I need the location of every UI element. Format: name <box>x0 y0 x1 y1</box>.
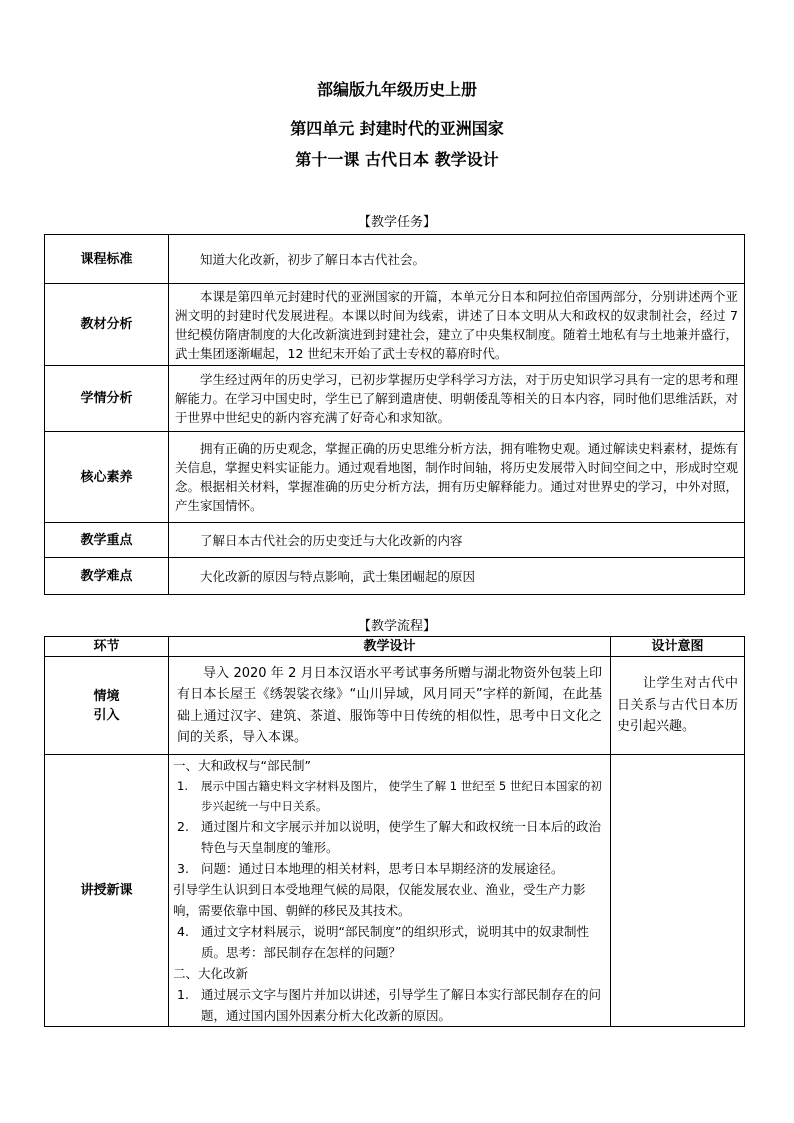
row-label: 教学重点 <box>45 523 169 558</box>
list-item-text: 通过展示文字与图片并加以讲述，引导学生了解日本实行部民制存在的问题，通过国内国外因素分析大化改新的原因。 <box>201 987 602 1023</box>
table-row <box>45 558 745 595</box>
core-literacy-text: 拥有正确的历史观念，掌握正确的历史思维分析方法，拥有唯物史观。通过解读史料素材，提炼有关信息，掌握史料实证能力。通过观看地图，制作时间轴，将历史发展带入时间空间之中，形成时空观念。根据相关材料，掌握准确的历史分析方法，拥有历史解释能力。通过对世界史的学习，中外对照，产生家国情怀。 <box>169 432 745 523</box>
document-title: 部编版九年级历史上册 <box>316 80 477 99</box>
list-item-text: 展示中国古籍史料文字材料及图片， 使学生了解 1 世纪至 5 世纪日本国家的初步兴起统一与中日关系。 <box>201 779 602 813</box>
list-item <box>173 921 606 963</box>
table-row <box>45 235 745 284</box>
list-item-number: 1. <box>177 779 188 793</box>
difficult-points-text: 大化改新的原因与特点影响，武士集团崛起的原因 <box>169 558 745 595</box>
student-analysis-text: 学生经过两年的历史学习，已初步掌握历史学科学习方法，对于历史知识学习具有一定的思考和理解能力。在学习中国史时，学生已了解到遣唐使、明朝倭乱等相关的日本内容，同时他们思维活跃，对于世界中世纪史的新内容充满了好奇心和求知欲。 <box>169 366 745 432</box>
column-header-intent: 设计意图 <box>611 637 745 657</box>
row-label: 教学难点 <box>45 558 169 595</box>
table-row <box>45 432 745 523</box>
table-row <box>45 755 745 1027</box>
lesson-intent-cell <box>611 755 745 1027</box>
table-row <box>45 366 745 432</box>
lesson-title: 第十一课 古代日本 教学设计 <box>295 150 499 169</box>
table-row <box>45 284 745 366</box>
row-label <box>45 657 169 755</box>
column-header-design: 教学设计 <box>169 637 611 657</box>
list-item-number: 3. <box>177 861 189 876</box>
teaching-flow-heading: 【教学流程】 <box>357 619 436 634</box>
list-item <box>173 984 606 1026</box>
teaching-task-table <box>44 234 745 595</box>
table-row <box>45 523 745 558</box>
list-item-number: 2. <box>177 819 189 834</box>
list-item <box>173 776 606 816</box>
list-item-text: 通过文字材料展示，说明“部民制度”的组织形式，说明其中的奴隶制性质。思考：部民制存在怎样的问题？ <box>201 924 589 960</box>
row-label: 讲授新课 <box>45 755 169 1027</box>
list-item-number: 4. <box>177 924 189 939</box>
list-item <box>173 858 606 879</box>
unit-title: 第四单元 封建时代的亚洲国家 <box>290 119 504 138</box>
row-label: 教材分析 <box>45 284 169 366</box>
row-label: 核心素养 <box>45 432 169 523</box>
list-item-number: 1. <box>177 987 189 1002</box>
curriculum-standard-text: 知道大化改新，初步了解日本古代社会。 <box>169 235 745 284</box>
list-item-text: 通过图片和文字展示并加以说明，使学生了解大和政权统一日本后的政治特色与天皇制度的雏形。 <box>201 819 602 855</box>
list-item <box>173 816 606 858</box>
table-row <box>45 657 745 755</box>
section-heading: 二、大化改新 <box>173 966 249 981</box>
row-label: 学情分析 <box>45 366 169 432</box>
section-heading: 一、大和政权与“部民制” <box>173 758 311 773</box>
teaching-task-heading: 【教学任务】 <box>357 215 436 230</box>
paragraph: 引导学生认识到日本受地理气候的局限，仅能发展农业、渔业，受生产力影响，需要依靠中国、朝鲜的移民及其技术。 <box>173 882 586 918</box>
row-label: 课程标准 <box>45 235 169 284</box>
textbook-analysis-text: 本课是第四单元封建时代的亚洲国家的开篇，本单元分日本和阿拉伯帝国两部分，分别讲述两个亚洲文明的封建时代发展进程。本课以时间为线索，讲述了日本文明从大和政权的奴隶制社会，经过 7 世纪模仿隋唐制度的大化改新演进到封建社会，建立了中央集权制度。随着土地私有与土地兼并盛行，武士集团逐渐崛起，12 世纪末开始了武士专权的幕府时代。 <box>169 284 745 366</box>
table-header-row <box>45 637 745 657</box>
column-header-stage: 环节 <box>45 637 169 657</box>
list-item-text: 问题：通过日本地理的相关材料，思考日本早期经济的发展途径。 <box>201 861 564 876</box>
teaching-flow-table <box>44 636 745 1027</box>
lesson-design-cell <box>169 755 611 1027</box>
intro-intent-text: 让学生对古代中日关系与古代日本历史引起兴趣。 <box>611 657 745 755</box>
intro-design-text: 导入 2020 年 2 月日本汉语水平考试事务所赠与湖北物资外包装上印有日本长屋王《绣袈裟衣缘》“山川异域，风月同天”字样的新闻，在此基础上通过汉字、建筑、茶道、服饰等中日传统的相似性，思考中日文化之间的关系，导入本课。 <box>169 657 611 755</box>
stage-label-line: 情境 <box>93 688 120 704</box>
key-points-text: 了解日本古代社会的历史变迁与大化改新的内容 <box>169 523 745 558</box>
stage-label-line: 引入 <box>93 707 120 723</box>
